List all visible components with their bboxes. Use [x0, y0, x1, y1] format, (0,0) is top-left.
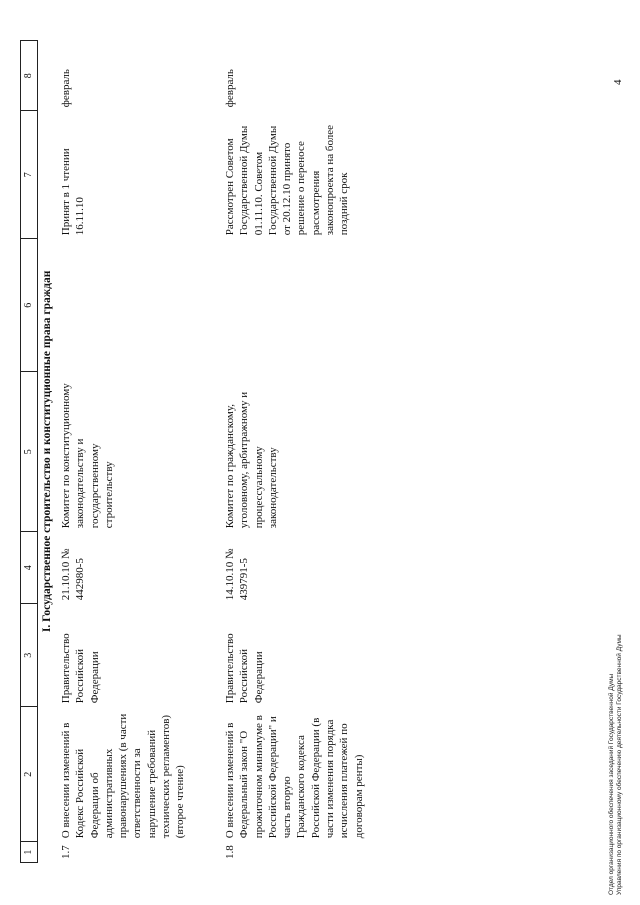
column-number-5: 5 — [21, 372, 38, 532]
column-6-cell — [221, 239, 405, 372]
page-number: 4 — [612, 79, 624, 85]
bill-initiator: Правительство Российской Федерации — [59, 633, 101, 704]
responsible-committee: Комитет по конституционному законодательству и государственному строительству — [59, 383, 115, 529]
column-number-2: 2 — [21, 707, 38, 842]
bill-status: Принят в 1 чтении 16.11.10 — [59, 148, 87, 236]
column-number-1: 1 — [21, 842, 38, 863]
planned-month: февраль — [223, 69, 236, 108]
footer-line-2: Управления по организационному обеспечению деятельности Государственной Думы — [616, 634, 624, 895]
bill-date-number: 14.10.10 № 439791-5 — [223, 548, 251, 601]
column-6-cell — [57, 239, 221, 372]
section-title: I. Государственное строительство и конституционные права граждан — [41, 270, 53, 633]
column-number-7: 7 — [21, 111, 38, 239]
section-row — [38, 41, 57, 863]
column-number-6: 6 — [21, 239, 38, 372]
bill-initiator: Правительство Российской Федерации — [223, 633, 265, 704]
column-number-4: 4 — [21, 532, 38, 604]
row-number: 1.7 — [59, 845, 72, 859]
column-number-8: 8 — [21, 41, 38, 111]
column-number-3: 3 — [21, 604, 38, 707]
bill-title: О внесении изменений в Федеральный закон "О прожиточном минимуме в Российской Федерации" и часть вторую Гражданского кодекса Российской Федерации (в части изменения порядка исчисления платежей по договорам ренты) — [223, 715, 365, 839]
footer — [608, 634, 624, 895]
planned-month: февраль — [59, 69, 72, 108]
table-row — [57, 41, 221, 863]
header-row — [21, 41, 38, 863]
bill-status: Рассмотрен Советом Государственной Думы 01.11.10. Советом Государственной Думы от 20.12.10 принято решение о переносе рассмотрения законопроекта на более поздний срок — [223, 124, 351, 236]
footer-line-1: Отдел организационного обеспечения заседаний Государственной Думы — [608, 673, 615, 895]
bill-date-number: 21.10.10 № 442980-5 — [59, 548, 87, 601]
plan-table — [20, 40, 405, 863]
responsible-committee: Комитет по гражданскому, уголовному, арбитражному и процессуальному законодательству — [223, 391, 279, 529]
table-row — [221, 41, 405, 863]
bill-title: О внесении изменений в Кодекс Российской Федерации об административных правонарушениях (в части ответственности за нарушение требований технических регламентов) (второе чтение) — [59, 713, 187, 839]
row-number: 1.8 — [223, 845, 236, 859]
